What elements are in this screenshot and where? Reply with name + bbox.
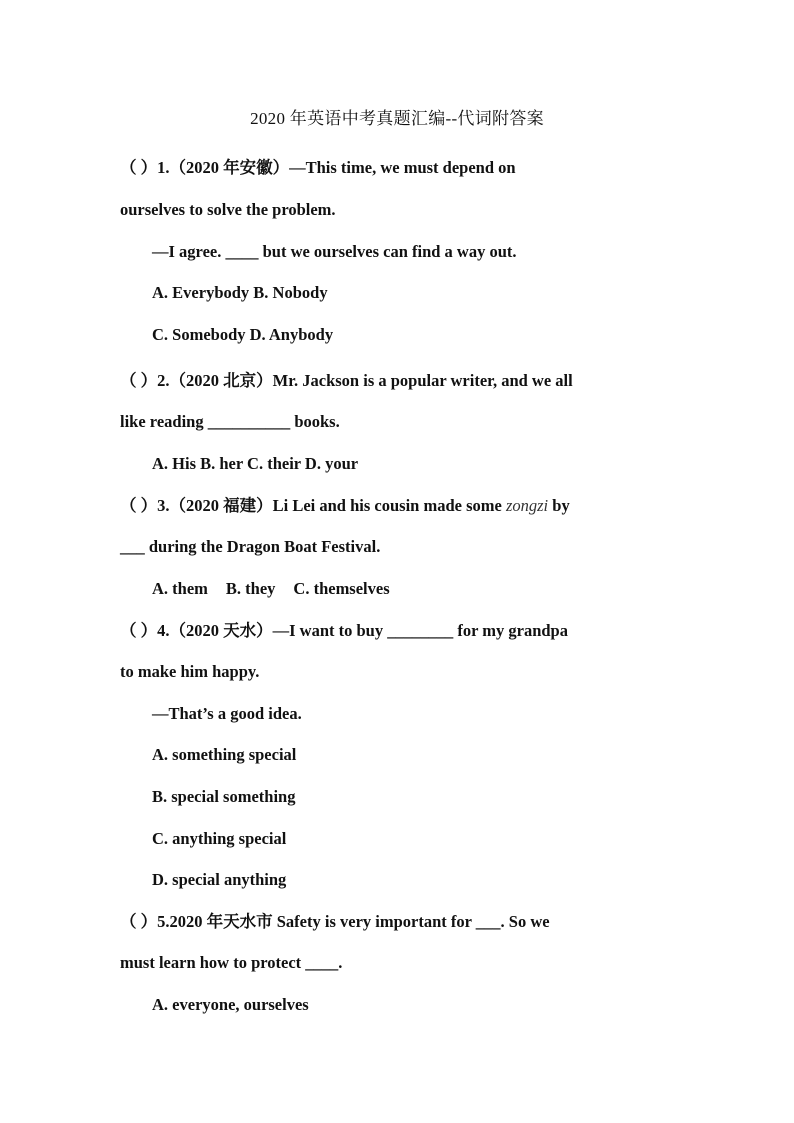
q4-stem-line2: to make him happy. [120,662,260,681]
q3-stem-line1 [120,495,570,517]
q3-stem-text-b: by [548,496,570,515]
q1-options-ab: A. Everybody B. Nobody [152,283,328,302]
q4-dialogue-reply: —That’s a good idea. [152,704,302,723]
q4-option-c: C. anything special [152,829,287,848]
q2-stem-line2: like reading __________ books. [120,412,340,431]
q4-stem-line1: （ ）4.（2020 天水）—I want to buy ________ for my grandpa [120,621,568,640]
q3-stem-italic-word: zongzi [505,496,549,515]
q2-options: A. His B. her C. their D. your [152,454,359,473]
q4-option-d: D. special anything [152,870,287,889]
q5-stem-line1: （ ）5.2020 年天水市 Safety is very important for ___. So we [120,912,550,931]
q1-options-cd: C. Somebody D. Anybody [152,325,334,344]
q1-stem-line1: （ ）1.（2020 年安徽）—This time, we must depend on [120,158,516,177]
q4-option-a: A. something special [152,745,297,764]
q3-option-c: C. themselves [293,579,390,598]
q1-dialogue-reply: —I agree. ____ but we ourselves can find a way out. [152,242,517,261]
document-title: 2020 年英语中考真题汇编--代词附答案 [250,109,544,128]
q3-options [152,578,390,600]
q1-stem-line2: ourselves to solve the problem. [120,200,336,219]
q3-option-b: B. they [225,579,276,598]
q3-stem-line2: ___ during the Dragon Boat Festival. [120,537,381,556]
q4-option-b: B. special something [152,787,296,806]
q5-option-a: A. everyone, ourselves [152,995,309,1014]
q5-stem-line2: must learn how to protect ____. [120,953,343,972]
q3-option-a: A. them [152,579,208,598]
q3-stem-text-a: （ ）3.（2020 福建）Li Lei and his cousin made some [120,496,506,515]
q2-stem-line1: （ ）2.（2020 北京）Mr. Jackson is a popular writer, and we all [120,371,573,390]
